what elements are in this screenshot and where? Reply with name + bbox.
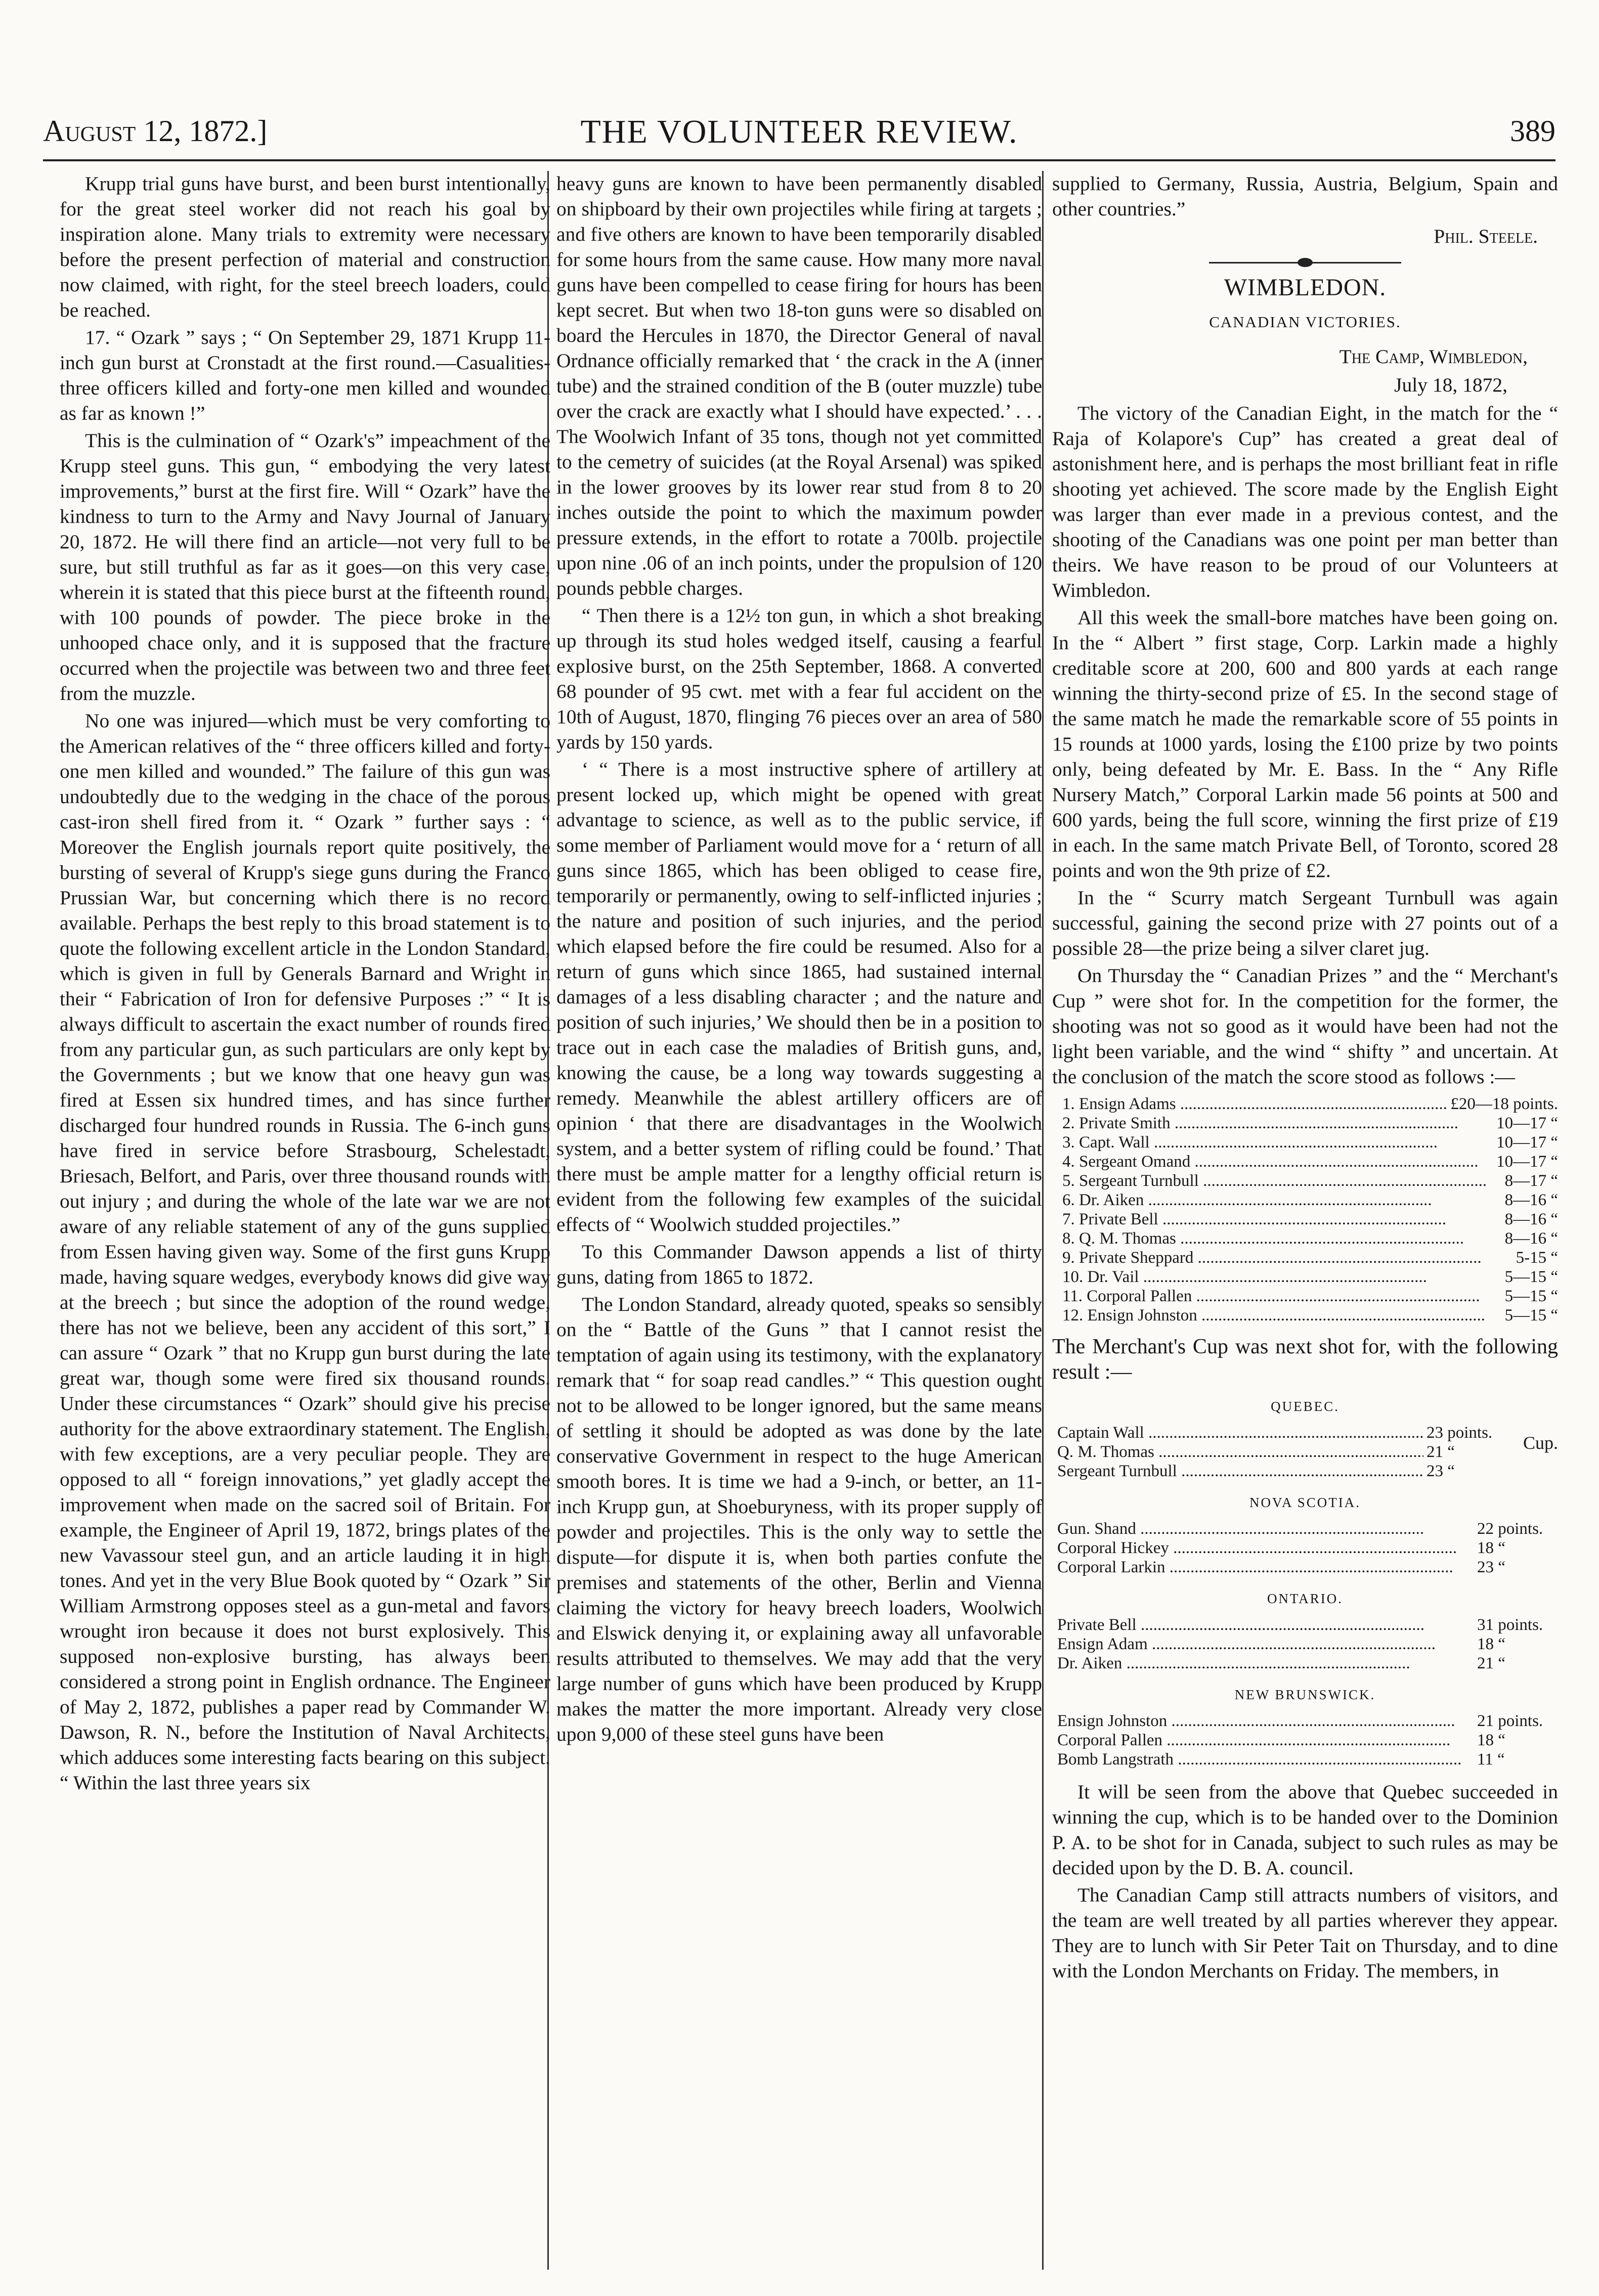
team-scores: [1057, 1615, 1558, 1673]
member-score: 23 points.: [1427, 1424, 1493, 1442]
member-name: Corporal Pallen .....: [1057, 1731, 1474, 1750]
member-score: 21 “: [1477, 1654, 1505, 1672]
ornament-divider: [1209, 260, 1401, 265]
paragraph: No one was injured—which must be very comforting to the American relatives of the “ three officers killed and forty-one men killed and wounded.” The failure of this gun was undoubtedly due to the wedging in the chace of the porous cast-iron shell fired from it. “ Ozark ” further says : “ Moreover the English journals report quite positively, the bursting of several of Krupp's siege guns during the Franco Prussian War, but concerning which there is no record available. Perhaps the best reply to this broad statement is to quote the following excellent article in the London Standard, which is given in full by Generals Barnard and Wright in their “ Fabrication of Iron for defensive Purposes :” “ It is always difficult to ascertain the exact number of rounds fired from any particular gun, as such particulars are only kept by the Governments ; but we know that one heavy gun was fired at Essen six hundred times, and has since further discharged four hundred rounds in Russia. The 6-inch guns have fired in service before Strasbourg, Schelestadt, Briesach, Belfort, and Paris, over three thousand rounds with out injury ; and during the whole of the late war we are not aware of any reliable statement of any of the guns supplied from Essen having given way. Some of the first guns Krupp made, having square wedges, everybody knows did give way at the breech ; but since the adoption of the round wedge, there has not we believe, been any accident of this sort,” I can assure “ Ozark ” that no Krupp gun burst during the late great war, though some were fired six thousand rounds. Under these circumstances “ Ozark” should give his precise authority for the above extraordinary statement. The English, with few exceptions, are a very peculiar people. They are opposed to all “ foreign innovations,” yet gladly accept the improvement when made on the sacred soil of Britain. For example, the Engineer of April 19, 1872, brings plates of the new Vavassour steel gun, and an article lauding it in high tones. And yet in the very Blue Book quoted by “ Ozark ” Sir William Armstrong opposes steel as a gun-metal and favors wrought iron because it does not burst explosively. This supposed non-explosive bursting, has always been considered a strong point in English ordnance. The Engineer of May 2, 1872, publishes a paper read by Commander W. Dawson, R. N., before the Institution of Naval Architects, which adduces some interesting facts bearing on this subject. “ Within the last three years six: [60, 710, 550, 1794]
prize-score: 8—16 “: [1504, 1191, 1558, 1209]
list-item: [1057, 1538, 1558, 1558]
column-2: [556, 171, 1042, 2265]
member-score: 18 “: [1477, 1539, 1505, 1557]
header-date: August 12, 1872.]: [43, 114, 268, 148]
cup-note: Cup.: [1523, 1433, 1558, 1453]
prize-score: 8—16 “: [1504, 1210, 1558, 1228]
team-nova-scotia: [1052, 1490, 1558, 1577]
prize-name: 11. Corporal Pallen .....: [1062, 1287, 1502, 1306]
team-quebec: [1052, 1394, 1558, 1481]
paragraph: It will be seen from the above that Quebec succeeded in winning the cup, which is to be handed over to the Dominion P. A. to be shot for in Canada, subject to such rules as may be decided upon by the D. B. A. council.: [1052, 1781, 1558, 1879]
member-score: 23 “: [1427, 1462, 1455, 1480]
column-3: [1052, 171, 1558, 2265]
list-item: [1057, 1615, 1558, 1635]
prize-name: 6. Dr. Aiken .....: [1062, 1190, 1502, 1210]
paragraph: The Merchant's Cup was next shot for, with the following result :—: [1052, 1335, 1558, 1384]
member-name: Corporal Larkin .....: [1057, 1558, 1474, 1577]
column-1: [60, 171, 550, 2265]
prize-score: 5—15 “: [1504, 1306, 1558, 1324]
list-item: [1057, 1635, 1558, 1654]
list-item: [1057, 1519, 1558, 1538]
prize-name: 2. Private Smith .....: [1062, 1114, 1493, 1133]
list-item: [1062, 1229, 1558, 1248]
list-item: [1057, 1731, 1558, 1750]
paragraph: heavy guns are known to have been permanently disabled on shipboard by their own projectiles while firing at targets ; and five others are known to have been temporarily disabled for some hours from the same cause. How many more naval guns have been compelled to cease firing for hours has been kept secret. But when two 18-ton guns were so disabled on board the Hercules in 1870, the Director General of naval Ordnance officially remarked that ‘ the crack in the A (inner tube) and the strained condition of the B (outer muzzle) tube over the crack are exactly what I should have expected.’ . . . The Woolwich Infant of 35 tons, though not yet committed to the cemetry of suicides (at the Royal Arsenal) was spiked in the lower grooves by its lower rear stud from 8 to 20 inches outside the point to which the maximum powder pressure extends, in the effort to rotate a 700lb. projectile upon nine .06 of an inch points, under the propulsion of 120 pounds pebble charges.: [556, 172, 1042, 599]
paragraph: Krupp trial guns have burst, and been burst intentionally, for the great steel worker did not reach his goal by inspiration alone. Many trials to extremity were necessary before the present perfection of material and construction now claimed, with right, for the steel breech loaders, could be reached.: [60, 172, 550, 321]
page-number: 389: [1510, 114, 1555, 148]
prize-score: £20—18 points.: [1450, 1095, 1558, 1113]
paragraph: To this Commander Dawson appends a list of thirty guns, dating from 1865 to 1872.: [556, 1241, 1042, 1288]
column-rule: [1042, 171, 1044, 2270]
member-name: Captain Wall .....: [1057, 1423, 1423, 1442]
section-title: WIMBLEDON.: [1224, 274, 1387, 301]
member-score: 31 points.: [1477, 1616, 1543, 1634]
prize-score: 5—15 “: [1504, 1268, 1558, 1286]
member-name: Dr. Aiken .....: [1057, 1654, 1474, 1673]
list-item: [1057, 1654, 1558, 1673]
prize-name: 3. Capt. Wall .....: [1062, 1133, 1493, 1152]
prize-name: 4. Sergeant Omand .....: [1062, 1152, 1493, 1171]
member-score: 11 “: [1477, 1750, 1505, 1769]
prize-list: [1062, 1094, 1558, 1325]
paragraph: In the “ Scurry match Sergeant Turnbull was again successful, gaining the second prize with 27 points out of a possible 28—the prize being a silver claret jug.: [1052, 887, 1558, 959]
paragraph: This is the culmination of “ Ozark's” impeachment of the Krupp steel guns. This gun, “ embodying the very latest improvements,” burst at the first fire. Will “ Ozark” have the kindness to turn to the Army and Navy Journal of January 20, 1872. He will there find an article—not very full to be sure, but still truthful as far as it goes—on this very case, wherein it is stated that this piece burst at the fifteenth round, with 100 pounds of powder. The piece broke in the unhooped chace only, and it is supposed that the fracture occurred when the projectile was between two and three feet from the muzzle.: [60, 429, 550, 704]
signature: Phil. Steele.: [1434, 225, 1538, 247]
list-item: [1057, 1711, 1558, 1731]
list-item: [1057, 1423, 1507, 1442]
member-score: 18 “: [1477, 1731, 1505, 1749]
member-score: 18 “: [1477, 1635, 1505, 1653]
dateline: July 18, 1872,: [1394, 374, 1507, 396]
dateline: The Camp, Wimbledon,: [1339, 345, 1528, 368]
team-new-brunswick: [1052, 1682, 1558, 1769]
paragraph: The victory of the Canadian Eight, in the match for the “ Raja of Kolapore's Cup” has created a great deal of astonishment here, and is perhaps the most brilliant feat in rifle shooting yet achieved. The score made by the English Eight was larger than ever made in a previous contest, and the shooting of the Canadians was one point per man better than theirs. We have reason to be proud of our Volunteers at Wimbledon.: [1052, 402, 1558, 601]
prize-name: 1. Ensign Adams .....: [1062, 1094, 1447, 1114]
paragraph: 17. “ Ozark ” says ; “ On September 29, 1871 Krupp 11-inch gun burst at Cronstadt at the first round.—Casualities-three officers killed and forty-one men killed and wounded as far as known !”: [60, 326, 550, 424]
member-name: Ensign Johnston .....: [1057, 1711, 1474, 1731]
member-name: Bomb Langstrath .....: [1057, 1750, 1474, 1769]
prize-name: 7. Private Bell .....: [1062, 1210, 1502, 1229]
prize-name: 5. Sergeant Turnbull .....: [1062, 1171, 1502, 1190]
member-name: Corporal Hickey .....: [1057, 1538, 1474, 1558]
team-heading: NEW BRUNSWICK.: [1234, 1687, 1376, 1702]
paragraph: On Thursday the “ Canadian Prizes ” and the “ Merchant's Cup ” were shot for. In the competition for the former, the shooting was not so good as it would have been had not the light been variable, and the wind “ shifty ” and uncertain. At the conclusion of the match the score stood as follows :—: [1052, 964, 1558, 1088]
list-item: [1057, 1558, 1558, 1577]
list-item: [1062, 1287, 1558, 1306]
member-name: Q. M. Thomas .....: [1057, 1442, 1423, 1462]
prize-score: 10—17 “: [1496, 1153, 1558, 1171]
paragraph: supplied to Germany, Russia, Austria, Belgium, Spain and other countries.”: [1052, 172, 1558, 220]
member-name: Gun. Shand .....: [1057, 1519, 1474, 1538]
list-item: [1062, 1248, 1558, 1267]
prize-name: 9. Private Sheppard .....: [1062, 1248, 1513, 1267]
paragraph: All this week the small-bore matches have been going on. In the “ Albert ” first stage, Corp. Larkin made a highly creditable score at 200, 600 and 800 yards at each range winning the thirty-second prize of £5. In the second stage of the same match he made the remarkable score of 55 points in 15 rounds at 1000 yards, losing the £100 prize by two points only, being defeated by Mr. E. Bass. In the “ Any Rifle Nursery Match,” Corporal Larkin made 56 points at 500 and 600 yards, being the full score, winning the first prize of £19 in each. In the same match Private Bell, of Toronto, scored 28 points and won the 9th prize of £2.: [1052, 606, 1558, 881]
section-subtitle: CANADIAN VICTORIES.: [1209, 313, 1401, 331]
member-name: Private Bell .....: [1057, 1615, 1474, 1635]
paragraph: The London Standard, already quoted, speaks so sensibly on the “ Battle of the Guns ” that I cannot resist the temptation of again using its testimony, with the explanatory remark that “ for soap read candles.” “ This question ought not to be allowed to be longer ignored, but the same means of settling it should be adopted as was done by the late conservative Government in respect to the huge American smooth bores. It is time we had a 9-inch, or better, an 11-inch Krupp gun, at Shoeburyness, with its proper supply of powder and projectiles. This is the only way to settle the dispute—for dispute it is, when both parties confute the premises and statements of the other, Berlin and Vienna claiming the victory for heavy breech loaders, Woolwich and Elswick denying it, or explaining away all unfavorable results attributed to themselves. We may add that the very large number of guns which have been produced by Krupp makes the matter the more important. Already very close upon 9,000 of these steel guns have been: [556, 1293, 1042, 1745]
list-item: [1057, 1750, 1558, 1769]
paragraph: ‘ “ There is a most instructive sphere of artillery at present locked up, which might be opened with great advantage to science, as well as to the public service, if some member of Parliament would move for a ‘ return of all guns since 1865, which has been obliged to cease fire, temporarily or permanently, owing to self-inflicted injuries ; the nature and position of such injuries, and the period which elapsed before the fire could be resumed. Also for a return of guns which since 1865, had sustained internal damages of a less disabling character ; and the nature and position of such injuries,’ We should then be in a position to trace out in each case the maladies of British guns, and, knowing the cause, be a long way towards suggesting a remedy. Meanwhile the ablest artillery officers are of opinion ‘ that there are disadvantages in the Woolwich system, and a better system of rifling could be found.’ That there must be ample matter for a lengthy official return is evident from the following few examples of the suicidal effects of “ Woolwich studded projectiles.”: [556, 758, 1042, 1235]
list-item: [1062, 1190, 1558, 1210]
team-scores: [1057, 1519, 1558, 1577]
prize-name: 12. Ensign Johnston .....: [1062, 1306, 1502, 1325]
page-header: [43, 104, 1555, 161]
list-item: [1062, 1133, 1558, 1152]
list-item: [1057, 1442, 1507, 1462]
masthead-title: THE VOLUNTEER REVIEW.: [580, 113, 1018, 150]
team-ontario: [1052, 1586, 1558, 1673]
team-heading: ONTARIO.: [1267, 1591, 1344, 1606]
list-item: [1062, 1267, 1558, 1287]
list-item: [1062, 1210, 1558, 1229]
list-item: [1062, 1306, 1558, 1325]
list-item: [1062, 1114, 1558, 1133]
prize-name: 8. Q. M. Thomas .....: [1062, 1229, 1502, 1248]
member-score: 22 points.: [1477, 1520, 1543, 1538]
list-item: [1062, 1152, 1558, 1171]
prize-score: 8—17 “: [1504, 1172, 1558, 1190]
list-item: [1062, 1171, 1558, 1190]
team-heading: QUEBEC.: [1271, 1399, 1339, 1414]
member-score: 21 points.: [1477, 1712, 1543, 1730]
prize-name: 10. Dr. Vail .....: [1062, 1267, 1502, 1287]
list-item: [1057, 1462, 1507, 1481]
team-heading: NOVA SCOTIA.: [1249, 1495, 1361, 1510]
member-name: Sergeant Turnbull .....: [1057, 1462, 1423, 1481]
prize-score: 10—17 “: [1496, 1114, 1558, 1132]
member-score: 21 “: [1427, 1443, 1455, 1461]
prize-score: 5-15 “: [1516, 1249, 1558, 1267]
member-score: 23 “: [1477, 1558, 1505, 1576]
member-name: Ensign Adam .....: [1057, 1635, 1474, 1654]
prize-score: 8—16 “: [1504, 1229, 1558, 1248]
prize-score: 5—15 “: [1504, 1287, 1558, 1305]
team-scores: [1057, 1423, 1558, 1481]
team-scores: [1057, 1711, 1558, 1769]
paragraph: The Canadian Camp still attracts numbers of visitors, and the team are well treated by all parties wherever they appear. They are to lunch with Sir Peter Tait on Thursday, and to dine with the London Merchants on Friday. The members, in: [1052, 1884, 1558, 1982]
paragraph: “ Then there is a 12½ ton gun, in which a shot breaking up through its stud holes wedged itself, causing a fearful explosive burst, on the 25th September, 1868. A converted 68 pounder of 95 cwt. met with a fear ful accident on the 10th of August, 1870, flinging 76 pieces over an area of 580 yards by 150 yards.: [556, 604, 1042, 753]
list-item: [1062, 1094, 1558, 1114]
prize-score: 10—17 “: [1496, 1133, 1558, 1152]
